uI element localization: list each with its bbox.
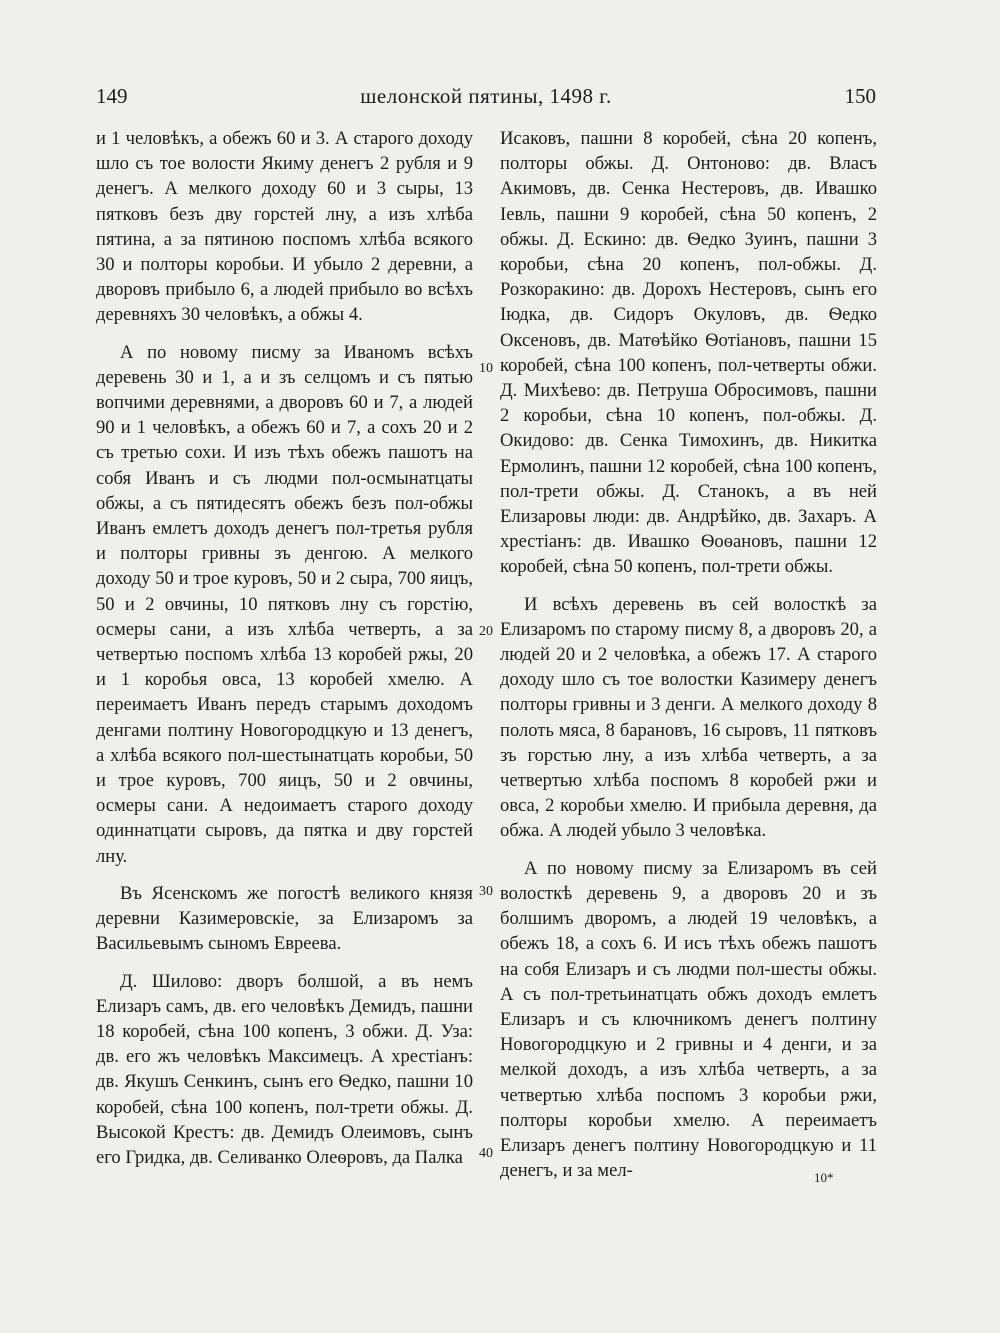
page-number-right: 150 [844, 84, 876, 108]
paragraph: и 1 человѣкъ, а обежъ 60 и 3. А старого доходу шло съ тое волости Якиму денегъ 2 рубля и 9 денегъ. А мелкого доходу 60 и 3 сыры, 13 пятковъ безъ дву горстей лну, а изъ хлѣба пятина, а за пятиною поспомъ хлѣба всякого 30 и полторы коробьи. И убыло 2 деревни, а дворовъ прибыло 6, а людей прибыло во всѣхъ деревняхъ 30 человѣкъ, а обжы 4. [96, 128, 473, 326]
paragraph: Д. Шилово: дворъ болшой, а въ немъ Елизаръ самъ, дв. его человѣкъ Демидъ, пашни 18 коробей, сѣна 100 копенъ, 3 обжи. Д. Уза: дв. его жъ человѣкъ Максимецъ. А хрестіанъ: дв. Якушъ Сенкинъ, сынъ его Ѳедко, пашни 10 коробей, сѣна 100 копенъ, пол-трети обжы. Д. Высокой Крестъ: дв. Демидъ Олеимовъ, сынъ его Гридка, дв. Селиванко Олеѳровъ, да Палка [96, 970, 473, 1168]
paragraph: А по новому писму за Иваномъ всѣхъ деревень 30 и 1, а и зъ селцомъ и съ пятью вопчими деревнями, а дворовъ 60 и 7, а людей 90 и 1 человѣкъ, а обежъ 60 и 7, а сохъ 20 и 2 съ третью сохи. И изъ тѣхъ обежъ пашотъ на собя Иванъ и съ людми пол-осмынатцаты обжы, а съ пятидесятъ обежъ безъ пол-обжы Иванъ емлетъ доходъ денегъ пол-третья рубля и полторы гривны зъ денгою. А мелкого доходу 50 и трое куровъ, 50 и 2 сыра, 700 яицъ, 50 и 2 овчины, 10 пятковъ лну съ горстію, осмеры сани, а изъ хлѣба четверть, а за четвертью поспомъ хлѣба 13 коробей ржы, 20 и 1 коробья овса, 13 коробей хмелю. А переимаетъ Иванъ передъ старымъ доходомъ денгами полтину Новогородцкую и 13 денегъ, а хлѣба всякого пол-шестынатцать коробьи, 50 и трое куровъ, 700 яицъ, 50 и 2 овчины, осмеры сани. А недоимаетъ старого доходу одиннатцати сыровъ, да пятка и дву горстей лну. [96, 341, 473, 867]
paragraph: А по новому писму за Елизаромъ въ сей волосткѣ деревень 9, а дворовъ 20 и зъ болшимъ дворомъ, а людей 19 человѣкъ, а обежъ 18, а сохъ 6. И исъ тѣхъ обежъ пашотъ на собя Елизаръ и съ людми пол-шесты обжы. А съ пол-третьинатцать обжъ доходъ емлетъ Елизаръ и съ ключникомъ денегъ полтину Новогородцкую и 2 гривны и 4 денги, и за мелкой доходъ, а изъ хлѣба четверть, а за четвертью хлѣба поспомъ 3 коробьи ржи, полторы коробьи хмелю. А переимаетъ Елизаръ денегъ полтину Новогородцкую и 11 денегъ, и за мел- [500, 857, 877, 1182]
paragraph: Въ Ясенскомъ же погостѣ великого князя деревни Казимеровскіе, за Елизаромъ за Васильевымъ сыномъ Евреева. [96, 882, 473, 955]
signature-mark: 10* [814, 1170, 834, 1185]
line-number: 10 [479, 361, 493, 376]
paragraph: Исаковъ, пашни 8 коробей, сѣна 20 копенъ, полторы обжы. Д. Онтоново: дв. Власъ Акимовъ, дв. Сенка Нестеровъ, дв. Ивашко Іевль, пашни 9 коробей, сѣна 50 копенъ, 2 обжы. Д. Ескино: дв. Ѳедко Зуинъ, пашни 3 коробьи, сѣна 20 копенъ, пол-обжы. Д. Розкоракино: дв. Дорохъ Нестеровъ, сынъ его Іюдка, дв. Сидоръ Окуловъ, дв. Ѳедко Оксеновъ, дв. Матѳѣйко Ѳотіановъ, пашни 15 коробей, сѣна 100 копенъ, пол-четверты обжи. Д. Михѣево: дв. Петруша Обросимовъ, пашни 2 коробьи, сѣна 10 копенъ, пол-обжы. Д. Окидово: дв. Сенка Тимохинъ, дв. Никитка Ермолинъ, пашни 12 коробей, сѣна 100 копенъ, пол-трети обжы. Д. Станокъ, а въ ней Елизаровы люди: дв. Андрѣйко, дв. Захаръ. А хрестіанъ: дв. Ивашко Ѳоѳановъ, пашни 12 коробей, сѣна 50 копенъ, пол-трети обжы. [500, 128, 877, 578]
line-number: 20 [479, 624, 493, 639]
line-number: 40 [479, 1146, 493, 1161]
running-header [96, 84, 876, 114]
paragraph: И всѣхъ деревень въ сей волосткѣ за Елизаромъ по старому писму 8, а дворовъ 20, а людей 20 и 2 человѣка, а обежъ 17. А старого доходу шло съ тое волостки Казимеру денегъ полторы гривны и 3 денги. А мелкого доходу 8 полоть мяса, 8 барановъ, 16 сыровъ, 11 пятковъ зъ горстью лну, а изъ хлѣба четверть, а за четвертью хлѣба поспомъ 8 коробей ржи и овса, 2 коробьи хмелю. И прибыла деревня, да обжа. А людей убыло 3 человѣка. [500, 593, 877, 842]
page-number-left: 149 [96, 84, 128, 108]
right-text-column [500, 126, 877, 1195]
line-number: 30 [479, 884, 493, 899]
running-title: шелонской пятины, 1498 г. [360, 84, 612, 108]
left-text-column [96, 126, 473, 1182]
